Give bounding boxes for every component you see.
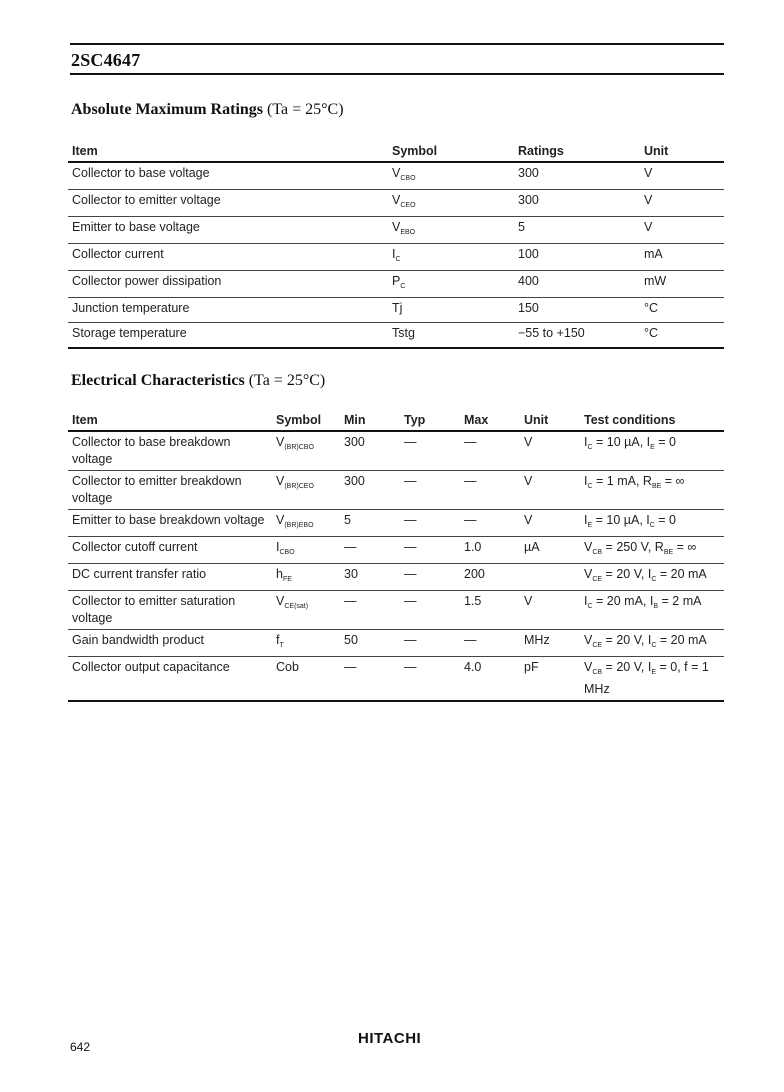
column-header: Symbol: [272, 405, 340, 431]
electrical-characteristics-table: [68, 405, 724, 702]
symbol-subscript: T: [279, 642, 284, 649]
table-row: [68, 657, 724, 702]
column-header: Unit: [640, 136, 724, 162]
symbol-cell: $V_{CE(sat)}$: [272, 591, 340, 630]
symbol-subscript: EBO: [400, 229, 416, 236]
test-condition-cell: $I_C = 1$ mA, $R_{BE}$ = ∞: [580, 471, 724, 510]
table-row: [68, 564, 724, 591]
item-cell: Collector output capacitance: [68, 657, 272, 702]
test-condition-cell: $I_C = 10$ µA, $I_E = 0$: [580, 431, 724, 471]
min-cell: —: [340, 657, 400, 702]
unit-cell: pF: [520, 657, 580, 702]
unit-cell: MHz: [520, 630, 580, 657]
symbol-subscript: C: [400, 283, 406, 290]
test-condition-cell: $I_E = 10$ µA, $I_C = 0$: [580, 510, 724, 537]
table-row: [68, 217, 724, 244]
condition-subscript: E: [650, 444, 655, 451]
symbol-cell: $f_T$: [272, 630, 340, 657]
table-row: [68, 244, 724, 271]
min-cell: 30: [340, 564, 400, 591]
symbol-cell: $V_{(BR)CBO}$: [272, 431, 340, 471]
item-cell: Junction temperature: [68, 298, 388, 323]
condition-subscript: C: [587, 444, 593, 451]
condition-subscript: C: [649, 522, 655, 529]
table-row: [68, 190, 724, 217]
typ-cell: —: [400, 471, 460, 510]
symbol-subscript: (BR)EBO: [284, 522, 314, 529]
unit-cell: °C: [640, 323, 724, 349]
column-header: Min: [340, 405, 400, 431]
item-cell: Collector power dissipation: [68, 271, 388, 298]
unit-cell: V: [520, 431, 580, 471]
item-cell: Emitter to base breakdown voltage: [68, 510, 272, 537]
condition-subscript: C: [651, 576, 657, 583]
item-cell: Collector cutoff current: [68, 537, 272, 564]
unit-cell: mW: [640, 271, 724, 298]
condition-subscript: CB: [592, 669, 603, 676]
symbol-cell: $P_C$: [388, 271, 514, 298]
item-cell: Collector to emitter voltage: [68, 190, 388, 217]
min-cell: —: [340, 537, 400, 564]
unit-cell: V: [520, 471, 580, 510]
unit-cell: V: [640, 217, 724, 244]
min-cell: 300: [340, 471, 400, 510]
unit-cell: V: [640, 190, 724, 217]
item-cell: Collector to base voltage: [68, 162, 388, 190]
item-cell: Collector to emitter breakdown voltage: [68, 471, 272, 510]
page-number: 642: [70, 1040, 91, 1054]
typ-cell: —: [400, 510, 460, 537]
condition-subscript: E: [587, 522, 593, 529]
table-row: [68, 591, 724, 630]
typ-cell: —: [400, 564, 460, 591]
unit-cell: V: [640, 162, 724, 190]
test-condition-cell: $V_{CB} = 20$ V, $I_E = 0$, f = 1 MHz: [580, 657, 724, 702]
symbol-cell: $I_{CBO}$: [272, 537, 340, 564]
amr-title: Absolute Maximum Ratings: [71, 101, 264, 118]
min-cell: 5: [340, 510, 400, 537]
max-cell: 1.0: [460, 537, 520, 564]
rating-cell: 400: [514, 271, 640, 298]
test-condition-cell: $I_C = 20$ mA, $I_B = 2$ mA: [580, 591, 724, 630]
item-cell: Collector to base breakdown voltage: [68, 431, 272, 471]
typ-cell: —: [400, 537, 460, 564]
symbol-subscript: CEO: [400, 202, 416, 209]
table-row: [68, 630, 724, 657]
rating-cell: 100: [514, 244, 640, 271]
symbol-cell: Tj: [388, 298, 514, 323]
amr-section-title: [71, 101, 344, 119]
max-cell: 200: [460, 564, 520, 591]
symbol-cell: $V_{CEO}$: [388, 190, 514, 217]
symbol-cell: Tstg: [388, 323, 514, 349]
table-row: [68, 271, 724, 298]
rating-cell: 5: [514, 217, 640, 244]
condition-subscript: CB: [592, 549, 603, 556]
max-cell: —: [460, 630, 520, 657]
symbol-subscript: C: [395, 256, 401, 263]
ec-title: Electrical Characteristics: [71, 372, 245, 389]
unit-cell: mA: [640, 244, 724, 271]
typ-cell: —: [400, 630, 460, 657]
column-header: Max: [460, 405, 520, 431]
brand-logo: HITACHI: [358, 1030, 422, 1047]
part-number-title: 2SC4647: [71, 50, 141, 70]
table-row: [68, 298, 724, 323]
column-header: Item: [68, 405, 272, 431]
ec-condition: (Ta = 25°C): [248, 372, 326, 389]
table-row: [68, 323, 724, 349]
condition-subscript: C: [587, 603, 593, 610]
condition-subscript: CE: [592, 576, 603, 583]
rating-cell: −55 to +150: [514, 323, 640, 349]
symbol-subscript: FE: [282, 576, 292, 583]
symbol-cell: Cob: [272, 657, 340, 702]
absolute-maximum-ratings-table: [68, 136, 724, 349]
condition-subscript: CE: [592, 642, 603, 649]
condition-subscript: C: [587, 483, 593, 490]
table-row: [68, 162, 724, 190]
symbol-cell: $I_C$: [388, 244, 514, 271]
column-header: Ratings: [514, 136, 640, 162]
min-cell: 50: [340, 630, 400, 657]
max-cell: 4.0: [460, 657, 520, 702]
title-rule: [70, 73, 724, 75]
column-header: Item: [68, 136, 388, 162]
rating-cell: 150: [514, 298, 640, 323]
symbol-cell: $V_{EBO}$: [388, 217, 514, 244]
table-row: [68, 471, 724, 510]
table-row: [68, 510, 724, 537]
symbol-subscript: (BR)CEO: [284, 483, 314, 490]
column-header: Unit: [520, 405, 580, 431]
column-header: Test conditions: [580, 405, 724, 431]
condition-subscript: E: [651, 669, 656, 676]
unit-cell: V: [520, 510, 580, 537]
item-cell: Emitter to base voltage: [68, 217, 388, 244]
unit-cell: V: [520, 591, 580, 630]
unit-cell: [520, 564, 580, 591]
symbol-subscript: CE(sat): [284, 603, 309, 610]
condition-subscript: BE: [651, 483, 662, 490]
typ-cell: —: [400, 431, 460, 471]
rating-cell: 300: [514, 162, 640, 190]
test-condition-cell: $V_{CE} = 20$ V, $I_C = 20$ mA: [580, 630, 724, 657]
typ-cell: —: [400, 591, 460, 630]
condition-subscript: B: [653, 603, 659, 610]
typ-cell: —: [400, 657, 460, 702]
test-condition-cell: $V_{CE} = 20$ V, $I_C = 20$ mA: [580, 564, 724, 591]
top-rule: [70, 43, 724, 45]
symbol-cell: $V_{CBO}$: [388, 162, 514, 190]
column-header: Symbol: [388, 136, 514, 162]
min-cell: 300: [340, 431, 400, 471]
item-cell: Storage temperature: [68, 323, 388, 349]
item-cell: Collector current: [68, 244, 388, 271]
table-row: [68, 431, 724, 471]
symbol-cell: $V_{(BR)EBO}$: [272, 510, 340, 537]
table-row: [68, 537, 724, 564]
max-cell: 1.5: [460, 591, 520, 630]
unit-cell: µA: [520, 537, 580, 564]
min-cell: —: [340, 591, 400, 630]
item-cell: Gain bandwidth product: [68, 630, 272, 657]
item-cell: DC current transfer ratio: [68, 564, 272, 591]
item-cell: Collector to emitter saturation voltage: [68, 591, 272, 630]
symbol-cell: $V_{(BR)CEO}$: [272, 471, 340, 510]
rating-cell: 300: [514, 190, 640, 217]
max-cell: —: [460, 431, 520, 471]
column-header: Typ: [400, 405, 460, 431]
condition-subscript: BE: [663, 549, 674, 556]
symbol-subscript: (BR)CBO: [284, 444, 314, 451]
max-cell: —: [460, 471, 520, 510]
max-cell: —: [460, 510, 520, 537]
condition-subscript: C: [651, 642, 657, 649]
unit-cell: °C: [640, 298, 724, 323]
test-condition-cell: $V_{CB} = 250$ V, $R_{BE}$ = ∞: [580, 537, 724, 564]
amr-condition: (Ta = 25°C): [267, 101, 344, 118]
symbol-subscript: CBO: [400, 175, 416, 182]
symbol-cell: $h_{FE}$: [272, 564, 340, 591]
symbol-subscript: CBO: [279, 549, 295, 556]
ec-section-title: [71, 372, 325, 390]
